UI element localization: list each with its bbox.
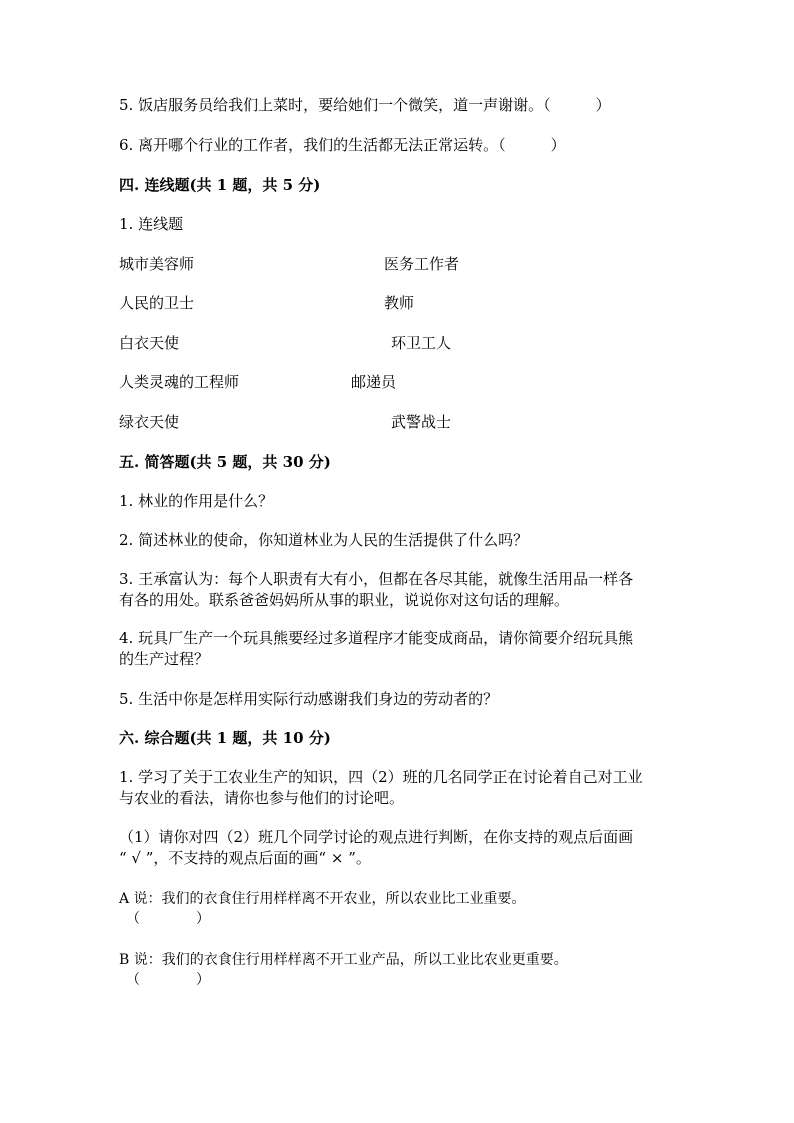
statement-b-answer-blank[interactable]: （ ） [126,972,210,988]
sub-question-1-line-1: （1）请你对四（2）班几个同学讨论的观点进行判断，在你支持的观点后面画 [119,828,634,846]
section-4-question-1: 1. 连线题 [119,215,184,233]
question-1-line-1: 1. 学习了关于工农业生产的知识，四（2）班的几名同学正在讨论着自己对工业 [119,768,643,786]
match-left-item: 人民的卫士 [119,294,195,312]
match-right-item: 教师 [384,294,415,312]
statement-a-answer-blank[interactable]: （ ） [126,911,210,927]
match-left-item: 人类灵魂的工程师 [119,373,240,391]
section-5-question-5: 5. 生活中你是怎样用实际行动感谢我们身边的劳动者的？ [119,690,499,708]
question-4-line-1: 4. 玩具厂生产一个玩具熊要经过多道程序才能变成商品，请你简要介绍玩具熊 [119,629,634,647]
match-right-item: 医务工作者 [384,255,460,273]
section-5-question-2: 2. 简述林业的使命，你知道林业为人民的生活提供了什么吗？ [119,531,529,549]
section-4-title: 四. 连线题(共 1 题，共 5 分) [119,176,321,194]
sub-question-1 [119,827,679,869]
section-5-title: 五. 简答题(共 5 题，共 30 分) [119,453,331,471]
question-6: 6. 离开哪个行业的工作者，我们的生活都无法正常运转。（ ） [119,136,566,154]
match-right-item: 邮递员 [351,373,397,391]
match-left-item: 城市美容师 [119,255,195,273]
match-right-item: 环卫工人 [391,334,452,352]
match-left-item: 绿衣天使 [119,413,180,431]
section-5-question-3 [119,569,679,611]
question-5: 5. 饭店服务员给我们上菜时，要给她们一个微笑，道一声谢谢。（ ） [119,96,611,114]
statement-b: B 说：我们的衣食住行用样样离不开工业产品，所以工业比农业更重要。 [119,952,568,968]
section-6-question-1 [119,767,679,809]
question-1-line-2: 与农业的看法，请你也参与他们的讨论吧。 [119,789,405,807]
section-5-question-1: 1. 林业的作用是什么？ [119,492,274,510]
question-4-line-2: 的生产过程？ [119,650,210,668]
match-left-item: 白衣天使 [119,334,180,352]
section-6-title: 六. 综合题(共 1 题，共 10 分) [119,729,331,747]
question-3-line-1: 3. 王承富认为：每个人职责有大有小，但都在各尽其能，就像生活用品一样各 [119,570,634,588]
question-3-line-2: 有各的用处。联系爸爸妈妈所从事的职业，说说你对这句话的理解。 [119,591,570,609]
section-5-question-4 [119,628,679,670]
match-right-item: 武警战士 [391,413,452,431]
statement-a: A 说：我们的衣食住行用样样离不开农业，所以农业比工业重要。 [119,891,526,907]
sub-question-1-line-2: “ √ ”，不支持的观点后面的画“ × ”。 [119,849,371,867]
